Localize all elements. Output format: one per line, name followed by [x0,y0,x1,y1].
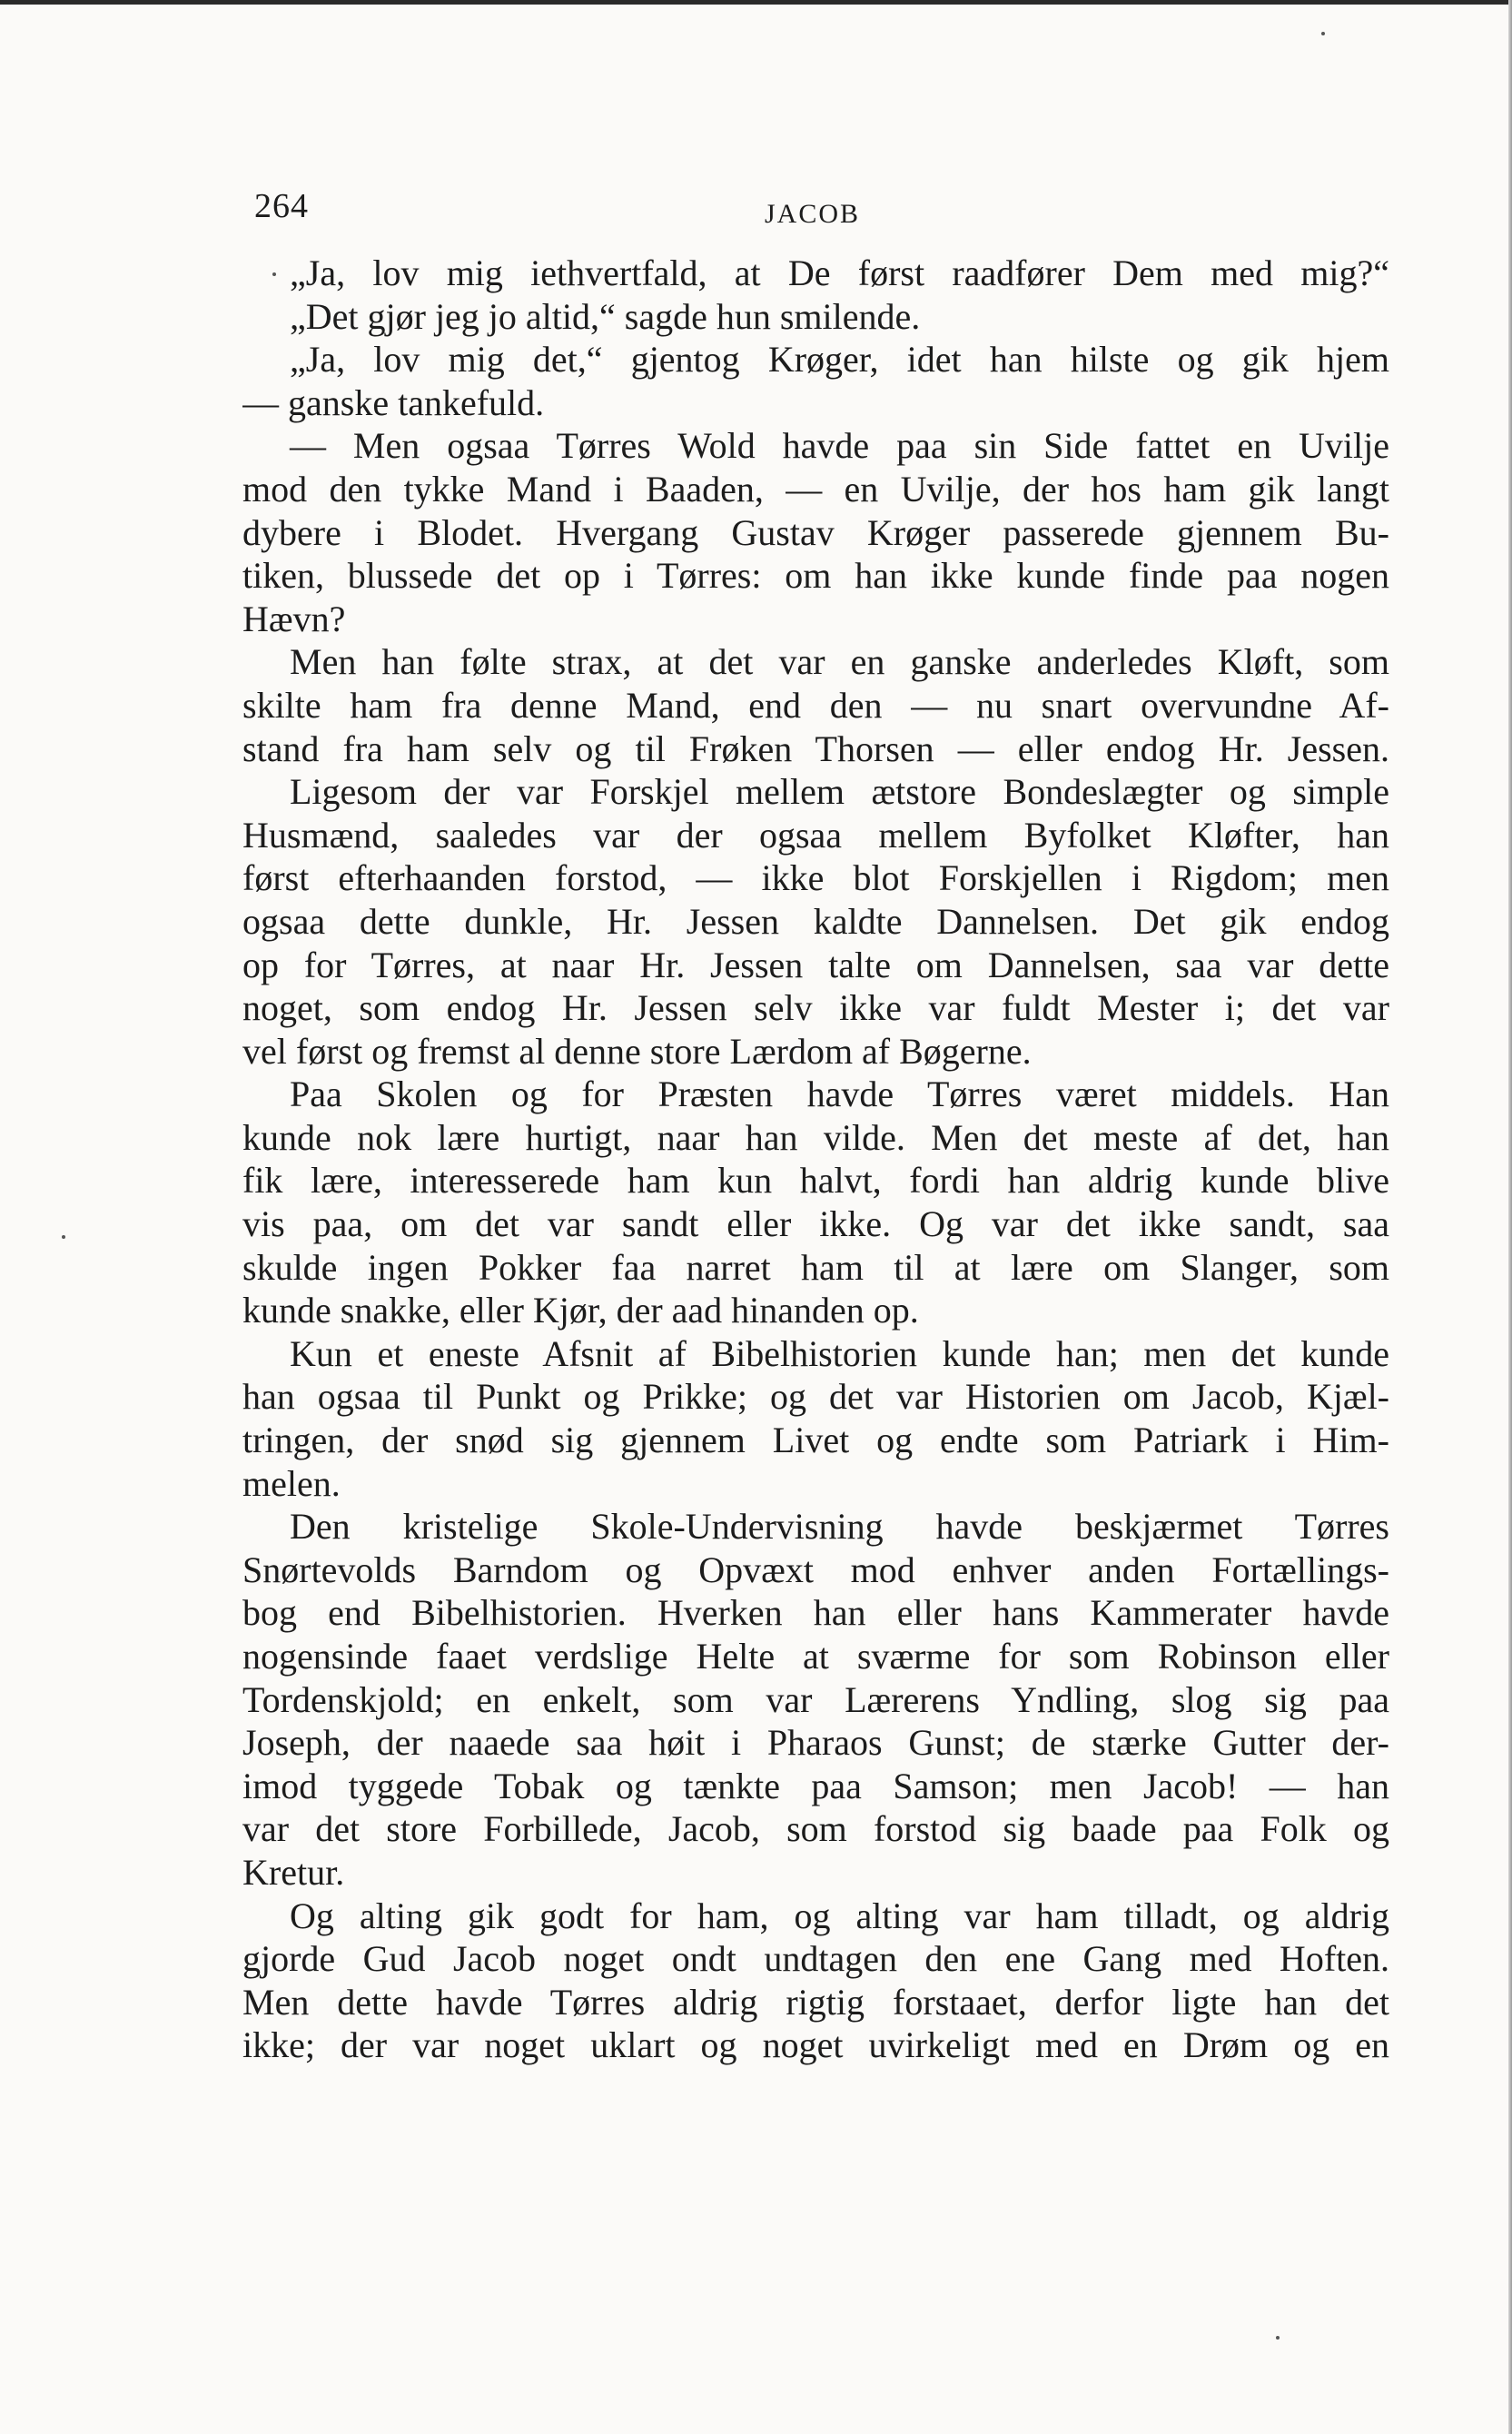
text-line: fik lære, interesserede ham kun halvt, fordi han aldrig kunde blive [242,1160,1389,1202]
text-line: „Ja, lov mig iethvertfald, at De først raadfører Dem med mig?“ [290,252,1389,293]
paper-speck [1321,32,1325,35]
body-text [242,252,1389,2067]
text-line: nogensinde faaet verdslige Helte at sværme for som Robinson eller [242,1636,1389,1677]
text-line: Og alting gik godt for ham, og alting var ham tilladt, og aldrig [290,1895,1389,1936]
text-line: kunde snakke, eller Kjør, der aad hinanden op. [242,1290,919,1331]
text-line: skilte ham fra denne Mand, end den — nu snart overvundne Af- [242,684,1389,726]
text-line: mod den tykke Mand i Baaden, — en Uvilje, der hos ham gik langt [242,468,1389,510]
text-line: Den kristelige Skole-Undervisning havde beskjærmet Tørres [290,1506,1389,1548]
text-line: Kun et eneste Afsnit af Bibelhistorien kunde han; men det kunde [290,1332,1389,1374]
text-line: Paa Skolen og for Præsten havde Tørres været middels. Han [290,1074,1389,1115]
text-line: ikke; der var noget uklart og noget uvirkeligt med en Drøm og en [242,2024,1389,2066]
text-line: Joseph, der naaede saa høit i Pharaos Gunst; de stærke Gutter der- [242,1722,1389,1764]
text-line: Tordenskjold; en enkelt, som var Lærerens Yndling, slog sig paa [242,1678,1389,1720]
text-line: melen. [242,1462,341,1504]
text-line: skulde ingen Pokker faa narret ham til at lære om Slanger, som [242,1246,1389,1288]
paper-speck [62,1235,65,1239]
text-line: — ganske tankefuld. [242,381,545,423]
paper-speck [1276,2336,1280,2340]
text-line: Husmænd, saaledes var der ogsaa mellem Byfolket Kløfter, han [242,814,1389,856]
text-line: var det store Forbillede, Jacob, som forstod sig baade paa Folk og [242,1808,1389,1850]
page-right-edge [1508,0,1512,2434]
text-line: Snørtevolds Barndom og Opvæxt mod enhver anden Fortællings- [242,1548,1389,1590]
text-line: Hævn? [242,598,346,639]
page-top-edge [0,0,1512,5]
text-line: tringen, der snød sig gjennem Livet og endte som Patriark i Him- [242,1420,1389,1461]
text-line: stand fra ham selv og til Frøken Thorsen — eller endog Hr. Jessen. [242,727,1389,769]
text-line: dybere i Blodet. Hvergang Gustav Krøger passerede gjennem Bu- [242,511,1389,553]
text-line: bog end Bibelhistorien. Hverken han eller hans Kammerater havde [242,1592,1389,1634]
text-line: ogsaa dette dunkle, Hr. Jessen kaldte Dannelsen. Det gik endog [242,900,1389,942]
running-title: JACOB [765,199,861,229]
text-line: tiken, blussede det op i Tørres: om han ikke kunde finde paa nogen [242,555,1389,597]
text-line: Men dette havde Tørres aldrig rigtig forstaaet, derfor ligte han det [242,1981,1389,2023]
text-line: op for Tørres, at naar Hr. Jessen talte om Dannelsen, saa var dette [242,944,1389,985]
text-line: først efterhaanden forstod, — ikke blot Forskjellen i Rigdom; men [242,857,1389,899]
page-header [254,186,1389,241]
text-line: kunde nok lære hurtigt, naar han vilde. Men det meste af det, han [242,1116,1389,1158]
text-line: Ligesom der var Forskjel mellem ætstore Bondeslægter og simple [290,771,1389,813]
text-line: han ogsaa til Punkt og Prikke; og det var Historien om Jacob, Kjæl- [242,1376,1389,1418]
text-line: vis paa, om det var sandt eller ikke. Og var det ikke sandt, saa [242,1203,1389,1245]
text-line: vel først og fremst al denne store Lærdom af Bøgerne. [242,1030,1032,1072]
text-line: Men han følte strax, at det var en ganske anderledes Kløft, som [290,641,1389,683]
text-line: Kretur. [242,1851,345,1893]
text-line: noget, som endog Hr. Jessen selv ikke var fuldt Mester i; det var [242,987,1389,1029]
text-line: — Men ogsaa Tørres Wold havde paa sin Side fattet en Uvilje [290,425,1389,467]
text-line: gjorde Gud Jacob noget ondt undtagen den ene Gang med Hoften. [242,1938,1389,1980]
paper-speck [272,272,276,276]
text-line: „Det gjør jeg jo altid,“ sagde hun smilende. [290,295,921,337]
text-line: imod tyggede Tobak og tænkte paa Samson; men Jacob! — han [242,1765,1389,1806]
page-number: 264 [254,187,309,225]
text-line: „Ja, lov mig det,“ gjentog Krøger, idet han hilste og gik hjem [290,339,1389,381]
